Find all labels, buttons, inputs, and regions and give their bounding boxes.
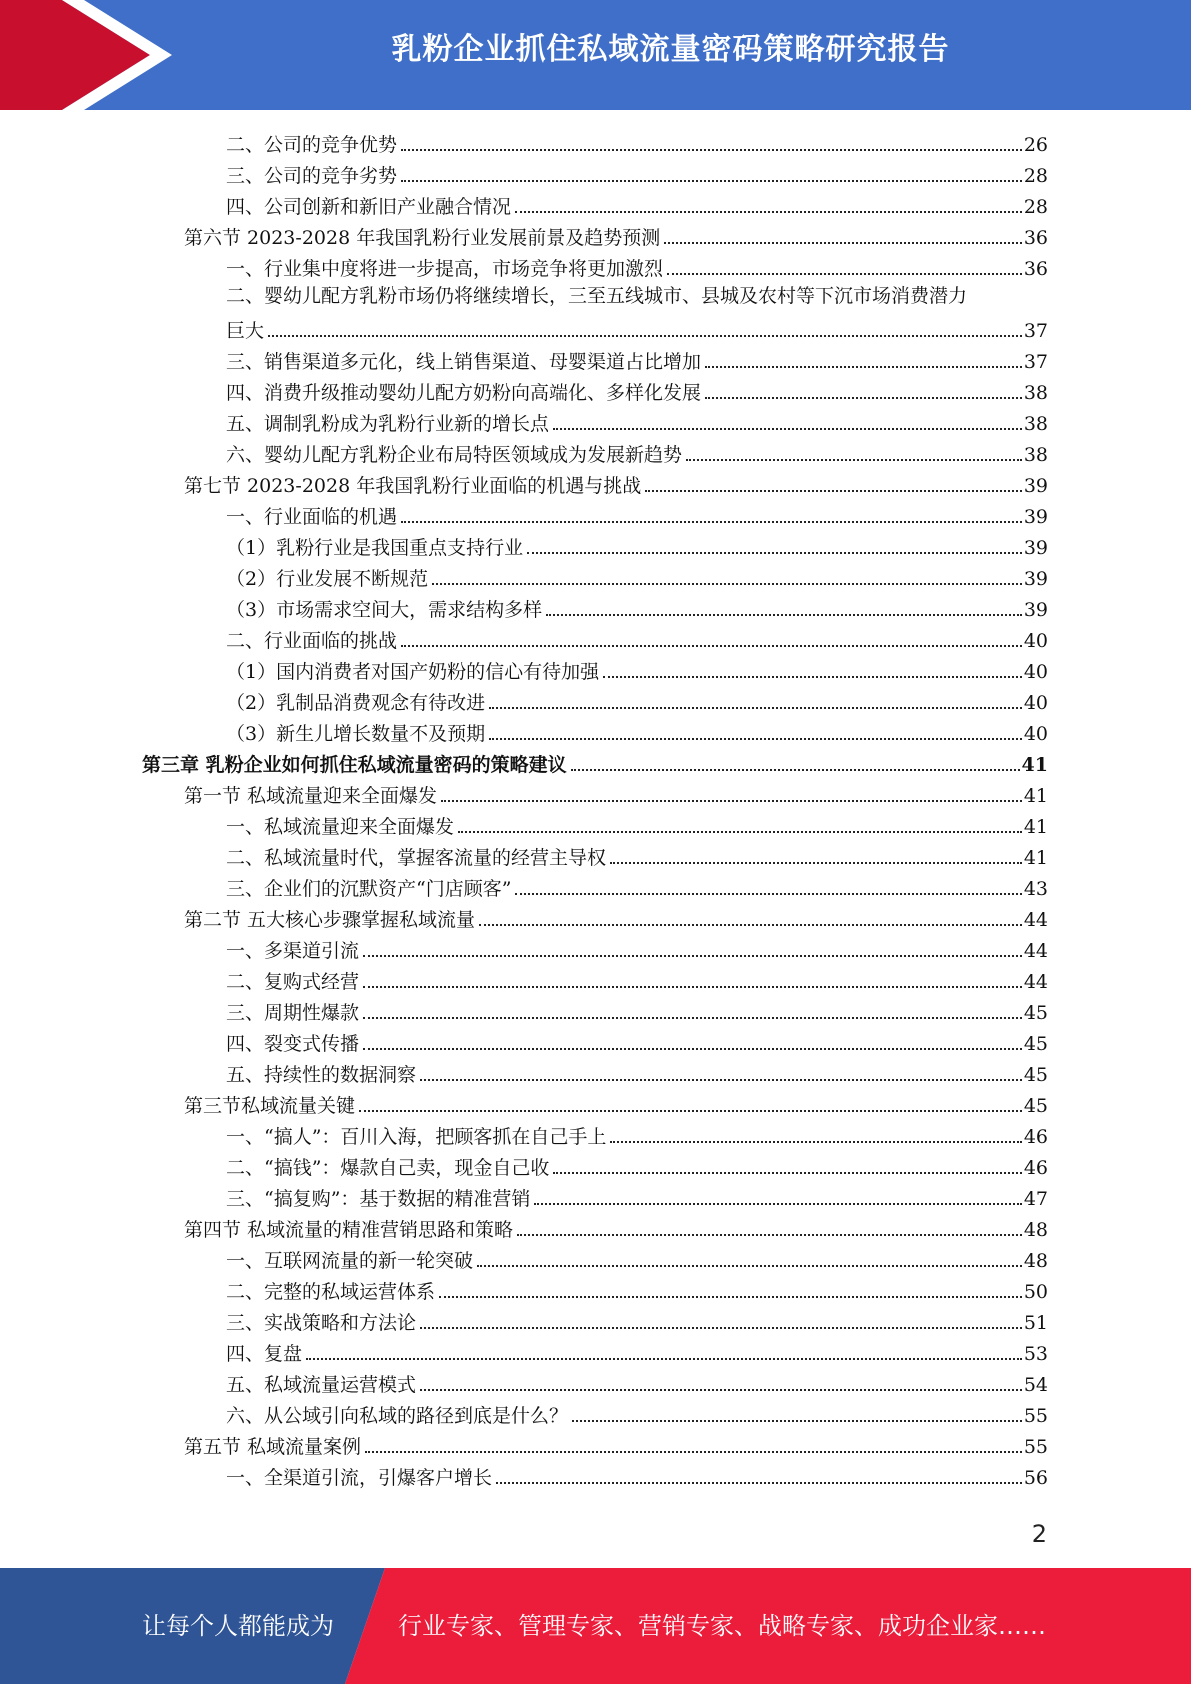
toc-entry-title: 四、公司创新和新旧产业融合情况 bbox=[226, 196, 512, 218]
footer-slogan-left: 让每个人都能成为 bbox=[142, 1612, 334, 1640]
toc-entry-page: 40 bbox=[1023, 630, 1048, 652]
toc-section-entry[interactable] bbox=[184, 467, 1048, 498]
toc-entry-title: 第四节 私域流量的精准营销思路和策略 bbox=[184, 1219, 514, 1241]
toc-entry-title: 二、复购式经营 bbox=[226, 971, 360, 993]
toc-entry[interactable] bbox=[226, 1335, 1048, 1366]
toc-entry-page: 39 bbox=[1023, 506, 1048, 528]
toc-entry-title: 第三章 乳粉企业如何抓住私域流量密码的策略建议 bbox=[142, 754, 567, 776]
toc-entry-page: 48 bbox=[1023, 1219, 1048, 1241]
toc-entry[interactable] bbox=[226, 1304, 1048, 1335]
toc-entry[interactable] bbox=[226, 1180, 1048, 1211]
toc-entry-title-line2: 巨大 bbox=[226, 320, 265, 342]
toc-entry[interactable] bbox=[226, 1242, 1048, 1273]
toc-entry-page: 28 bbox=[1023, 196, 1048, 218]
toc-entry-title: 一、行业集中度将进一步提高，市场竞争将更加激烈 bbox=[226, 258, 664, 280]
toc-entry-page: 51 bbox=[1023, 1312, 1048, 1334]
toc-subentry[interactable] bbox=[226, 653, 1048, 684]
toc-entry-page: 46 bbox=[1023, 1126, 1048, 1148]
toc-entry-title: 五、调制乳粉成为乳粉行业新的增长点 bbox=[226, 413, 550, 435]
toc-entry-page: 44 bbox=[1023, 940, 1048, 962]
toc-section-entry[interactable] bbox=[184, 1211, 1048, 1242]
toc-section-entry[interactable] bbox=[184, 1428, 1048, 1459]
toc-entry-page: 47 bbox=[1023, 1188, 1048, 1210]
toc-entry-page: 37 bbox=[1023, 320, 1048, 342]
toc-entry-page: 54 bbox=[1023, 1374, 1048, 1396]
toc-entry[interactable] bbox=[226, 808, 1048, 839]
toc-entry[interactable] bbox=[226, 250, 1048, 281]
toc-entry-page: 28 bbox=[1023, 165, 1048, 187]
toc-entry-title: （2）乳制品消费观念有待改进 bbox=[226, 692, 486, 714]
toc-entry-page: 41 bbox=[1023, 816, 1048, 838]
toc-entry-page: 39 bbox=[1023, 568, 1048, 590]
toc-entry-title: （1）国内消费者对国产奶粉的信心有待加强 bbox=[226, 661, 600, 683]
toc-entry-page: 43 bbox=[1023, 878, 1048, 900]
toc-entry[interactable] bbox=[226, 126, 1048, 157]
toc-entry-title: 第五节 私域流量案例 bbox=[184, 1436, 362, 1458]
toc-entry-title: 第一节 私域流量迎来全面爆发 bbox=[184, 785, 438, 807]
page-header bbox=[0, 0, 1191, 110]
toc-entry[interactable] bbox=[226, 157, 1048, 188]
toc-entry-title: 一、全渠道引流，引爆客户增长 bbox=[226, 1467, 493, 1489]
toc-entry[interactable] bbox=[226, 436, 1048, 467]
toc-entry-title: 二、公司的竞争优势 bbox=[226, 134, 398, 156]
toc-entry-title: 二、私域流量时代，掌握客流量的经营主导权 bbox=[226, 847, 607, 869]
toc-entry[interactable] bbox=[226, 870, 1048, 901]
toc-entry-title: 二、行业面临的挑战 bbox=[226, 630, 398, 652]
toc-entry-page: 39 bbox=[1023, 537, 1048, 559]
toc-entry-title: 一、私域流量迎来全面爆发 bbox=[226, 816, 455, 838]
toc-section-entry[interactable] bbox=[184, 901, 1048, 932]
toc-entry-title: 六、从公域引向私域的路径到底是什么？ bbox=[226, 1405, 569, 1427]
toc-entry-page: 40 bbox=[1023, 661, 1048, 683]
toc-entry-page: 41 bbox=[1021, 754, 1048, 776]
toc-entry-title: 三、周期性爆款 bbox=[226, 1002, 360, 1024]
toc-entry[interactable] bbox=[226, 1397, 1048, 1428]
toc-entry-page: 36 bbox=[1023, 227, 1048, 249]
toc-entry-page: 38 bbox=[1023, 444, 1048, 466]
footer-slogan-right: 行业专家、管理专家、营销专家、战略专家、成功企业家…… bbox=[398, 1612, 1046, 1640]
toc-entry-page: 41 bbox=[1023, 785, 1048, 807]
toc-entry[interactable] bbox=[226, 1366, 1048, 1397]
toc-entry-title: 三、销售渠道多元化，线上销售渠道、母婴渠道占比增加 bbox=[226, 351, 702, 373]
toc-subentry[interactable] bbox=[226, 591, 1048, 622]
toc-subentry[interactable] bbox=[226, 684, 1048, 715]
toc-entry-title: （3）市场需求空间大，需求结构多样 bbox=[226, 599, 543, 621]
toc-entry-page: 45 bbox=[1023, 1095, 1048, 1117]
page-number: 2 bbox=[1031, 1520, 1047, 1548]
toc-subentry[interactable] bbox=[226, 715, 1048, 746]
toc-subentry[interactable] bbox=[226, 560, 1048, 591]
toc-entry-title: 第二节 五大核心步骤掌握私域流量 bbox=[184, 909, 476, 931]
toc-entry-wrapped-line2[interactable] bbox=[226, 312, 1048, 343]
toc-entry-wrapped[interactable] bbox=[226, 281, 1048, 312]
toc-entry-title: 五、持续性的数据洞察 bbox=[226, 1064, 417, 1086]
toc-entry-title: 一、“搞人”：百川入海，把顾客抓在自己手上 bbox=[226, 1126, 607, 1148]
toc-entry-page: 38 bbox=[1023, 413, 1048, 435]
toc-entry-title: 第七节 2023-2028 年我国乳粉行业面临的机遇与挑战 bbox=[184, 475, 642, 497]
toc-entry-title: （1）乳粉行业是我国重点支持行业 bbox=[226, 537, 524, 559]
toc-entry-title: 三、公司的竞争劣势 bbox=[226, 165, 398, 187]
toc-entry-title: 四、复盘 bbox=[226, 1343, 303, 1365]
toc-entry-page: 46 bbox=[1023, 1157, 1048, 1179]
toc-entry-title: 第三节私域流量关键 bbox=[184, 1095, 356, 1117]
toc-entry[interactable] bbox=[226, 622, 1048, 653]
toc-section-entry[interactable] bbox=[184, 777, 1048, 808]
toc-entry-page: 41 bbox=[1023, 847, 1048, 869]
toc-entry-title: 五、私域流量运营模式 bbox=[226, 1374, 417, 1396]
toc-entry-page: 44 bbox=[1023, 971, 1048, 993]
toc-entry[interactable] bbox=[226, 839, 1048, 870]
toc-entry[interactable] bbox=[226, 405, 1048, 436]
toc-entry-title: 六、婴幼儿配方乳粉企业布局特医领域成为发展新趋势 bbox=[226, 444, 683, 466]
toc-entry-page: 40 bbox=[1023, 692, 1048, 714]
report-title: 乳粉企业抓住私域流量密码策略研究报告 bbox=[391, 32, 950, 67]
toc-entry-page: 37 bbox=[1023, 351, 1048, 373]
toc-entry[interactable] bbox=[226, 932, 1048, 963]
toc-entry-page: 26 bbox=[1023, 134, 1048, 156]
toc-entry-page: 55 bbox=[1023, 1436, 1048, 1458]
toc-entry-page: 55 bbox=[1023, 1405, 1048, 1427]
toc-entry-title: 二、“搞钱”：爆款自己卖，现金自己收 bbox=[226, 1157, 550, 1179]
toc-entry-title: 三、实战策略和方法论 bbox=[226, 1312, 417, 1334]
toc-entry-page: 36 bbox=[1023, 258, 1048, 280]
toc-entry-title: 四、裂变式传播 bbox=[226, 1033, 360, 1055]
toc-entry-page: 45 bbox=[1023, 1064, 1048, 1086]
toc-entry-title-line1: 二、婴幼儿配方乳粉市场仍将继续增长，三至五线城市、县城及农村等下沉市场消费潜力 bbox=[226, 285, 968, 307]
toc-entry-title: （2）行业发展不断规范 bbox=[226, 568, 429, 590]
toc-entry[interactable] bbox=[226, 963, 1048, 994]
toc-subentry[interactable] bbox=[226, 529, 1048, 560]
toc-entry-title: （3）新生儿增长数量不及预期 bbox=[226, 723, 486, 745]
toc-entry[interactable] bbox=[226, 1118, 1048, 1149]
toc-entry-title: 三、“搞复购”：基于数据的精准营销 bbox=[226, 1188, 531, 1210]
toc-entry[interactable] bbox=[226, 1025, 1048, 1056]
toc-entry-title: 一、多渠道引流 bbox=[226, 940, 360, 962]
toc-entry-page: 40 bbox=[1023, 723, 1048, 745]
toc-entry[interactable] bbox=[226, 1056, 1048, 1087]
toc-entry-page: 39 bbox=[1023, 475, 1048, 497]
toc-entry-page: 53 bbox=[1023, 1343, 1048, 1365]
toc-entry-page: 45 bbox=[1023, 1002, 1048, 1024]
toc-entry[interactable] bbox=[226, 498, 1048, 529]
toc-entry-page: 45 bbox=[1023, 1033, 1048, 1055]
toc-entry[interactable] bbox=[226, 343, 1048, 374]
toc-entry-title: 一、行业面临的机遇 bbox=[226, 506, 398, 528]
toc-entry-title: 三、企业们的沉默资产“门店顾客” bbox=[226, 878, 512, 900]
toc-section-entry[interactable] bbox=[184, 219, 1048, 250]
toc-entry[interactable] bbox=[226, 1149, 1048, 1180]
toc-entry-page: 44 bbox=[1023, 909, 1048, 931]
toc-entry-title: 二、完整的私域运营体系 bbox=[226, 1281, 436, 1303]
toc-entry-page: 56 bbox=[1023, 1467, 1048, 1489]
page-footer bbox=[0, 1568, 1191, 1684]
toc-entry[interactable] bbox=[226, 374, 1048, 405]
toc-entry[interactable] bbox=[226, 994, 1048, 1025]
toc-entry-title: 一、互联网流量的新一轮突破 bbox=[226, 1250, 474, 1272]
toc-entry-title: 四、消费升级推动婴幼儿配方奶粉向高端化、多样化发展 bbox=[226, 382, 702, 404]
toc-chapter-entry[interactable] bbox=[142, 746, 1048, 777]
toc-entry[interactable] bbox=[226, 1459, 1048, 1490]
toc-entry[interactable] bbox=[226, 188, 1048, 219]
toc-section-entry[interactable] bbox=[184, 1087, 1048, 1118]
toc-entry-page: 38 bbox=[1023, 382, 1048, 404]
toc-entry[interactable] bbox=[226, 1273, 1048, 1304]
toc-entry-page: 48 bbox=[1023, 1250, 1048, 1272]
toc-entry-page: 39 bbox=[1023, 599, 1048, 621]
toc-entry-title: 第六节 2023-2028 年我国乳粉行业发展前景及趋势预测 bbox=[184, 227, 661, 249]
toc-entry-page: 50 bbox=[1023, 1281, 1048, 1303]
